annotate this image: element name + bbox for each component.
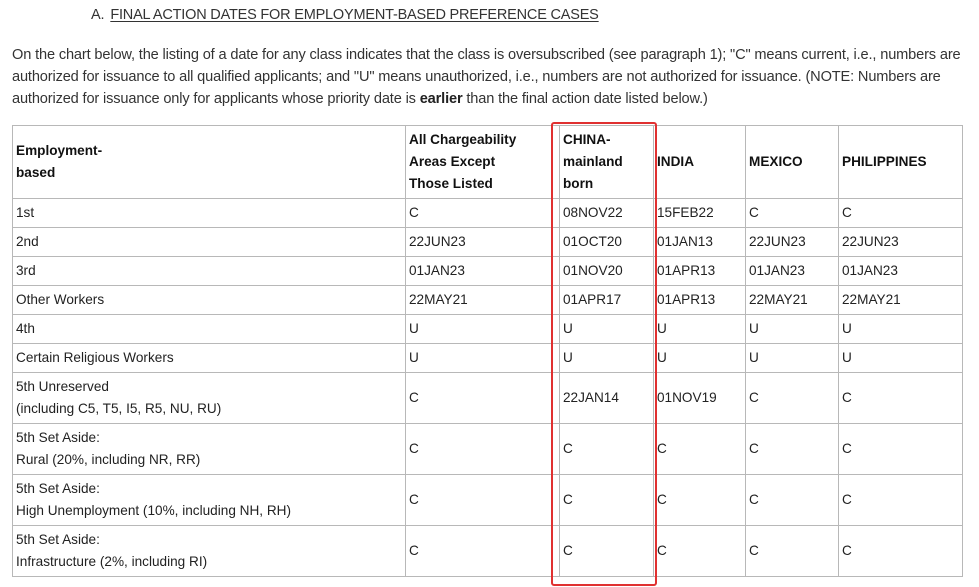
- section-title: FINAL ACTION DATES FOR EMPLOYMENT-BASED PREFERENCE CASES: [110, 7, 599, 23]
- cell-philippines: 22MAY21: [839, 286, 963, 315]
- category-line: Rural (20%, including NR, RR): [16, 452, 201, 467]
- cell-india: U: [654, 344, 746, 373]
- table-body: [13, 199, 963, 577]
- cell-india: 01APR13: [654, 257, 746, 286]
- header-all-chargeability: [406, 126, 560, 199]
- header-line: INDIA: [657, 154, 695, 169]
- cell-india: 01APR13: [654, 286, 746, 315]
- header-china-mainland: [560, 126, 654, 199]
- table-row: [13, 526, 963, 577]
- cell-category: [13, 257, 406, 286]
- cell-china-mainland: C: [560, 526, 654, 577]
- cell-all-chargeability: 22JUN23: [406, 228, 560, 257]
- section-heading: [91, 7, 599, 23]
- header-line: All Chargeability: [409, 132, 517, 147]
- cell-all-chargeability: U: [406, 315, 560, 344]
- header-line: Employment-: [16, 143, 103, 158]
- category-line: Other Workers: [16, 292, 105, 307]
- table-row: [13, 424, 963, 475]
- cell-all-chargeability: C: [406, 373, 560, 424]
- cell-india: 15FEB22: [654, 199, 746, 228]
- table-row: [13, 475, 963, 526]
- table-row: [13, 315, 963, 344]
- cell-category: [13, 315, 406, 344]
- cell-philippines: C: [839, 373, 963, 424]
- intro-text-before: On the chart below, the listing of a date for any class indicates that the class is oversubscribed (see paragraph 1); "C" means current, i.e., numbers are authorized for issuance to all qualified applicants; and "U" means unauthorized, i.e., numbers are not authorized for issuance. (NOTE: Numbers are authorized for issuance only for applicants whose priority date is: [12, 47, 961, 107]
- cell-china-mainland: 01NOV20: [560, 257, 654, 286]
- table-row: [13, 199, 963, 228]
- table-row: [13, 286, 963, 315]
- cell-all-chargeability: C: [406, 424, 560, 475]
- category-line: 5th Unreserved: [16, 379, 109, 394]
- header-line: CHINA-: [563, 132, 611, 147]
- cell-china-mainland: C: [560, 475, 654, 526]
- cell-china-mainland: 01APR17: [560, 286, 654, 315]
- cell-mexico: 22MAY21: [746, 286, 839, 315]
- header-india: [654, 126, 746, 199]
- cell-mexico: 01JAN23: [746, 257, 839, 286]
- category-line: Certain Religious Workers: [16, 350, 174, 365]
- header-line: born: [563, 176, 594, 191]
- cell-all-chargeability: 01JAN23: [406, 257, 560, 286]
- cell-philippines: C: [839, 526, 963, 577]
- table-row: [13, 228, 963, 257]
- category-line: High Unemployment (10%, including NH, RH): [16, 503, 292, 518]
- cell-mexico: C: [746, 199, 839, 228]
- cell-category: [13, 199, 406, 228]
- header-employment-based: [13, 126, 406, 199]
- cell-mexico: U: [746, 315, 839, 344]
- category-line: 5th Set Aside:: [16, 430, 100, 445]
- cell-china-mainland: 08NOV22: [560, 199, 654, 228]
- cell-mexico: C: [746, 424, 839, 475]
- cell-category: [13, 228, 406, 257]
- cell-philippines: C: [839, 475, 963, 526]
- header-line: PHILIPPINES: [842, 154, 927, 169]
- cell-category: [13, 424, 406, 475]
- intro-emphasis: earlier: [419, 91, 463, 107]
- cell-all-chargeability: 22MAY21: [406, 286, 560, 315]
- cell-china-mainland: 01OCT20: [560, 228, 654, 257]
- cell-philippines: 22JUN23: [839, 228, 963, 257]
- cell-india: 01JAN13: [654, 228, 746, 257]
- cell-mexico: 22JUN23: [746, 228, 839, 257]
- final-action-dates-table: [12, 125, 963, 577]
- cell-philippines: C: [839, 199, 963, 228]
- cell-china-mainland: U: [560, 315, 654, 344]
- header-line: MEXICO: [749, 154, 803, 169]
- cell-mexico: C: [746, 373, 839, 424]
- cell-category: [13, 475, 406, 526]
- intro-paragraph: [12, 44, 962, 110]
- intro-text-after: than the final action date listed below.): [462, 91, 708, 107]
- category-line: 2nd: [16, 234, 39, 249]
- cell-india: U: [654, 315, 746, 344]
- category-line: 5th Set Aside:: [16, 481, 100, 496]
- category-line: 3rd: [16, 263, 36, 278]
- cell-all-chargeability: C: [406, 475, 560, 526]
- category-line: 4th: [16, 321, 35, 336]
- cell-philippines: 01JAN23: [839, 257, 963, 286]
- table-row: [13, 257, 963, 286]
- cell-china-mainland: 22JAN14: [560, 373, 654, 424]
- header-line: Those Listed: [409, 176, 493, 191]
- cell-mexico: C: [746, 475, 839, 526]
- cell-all-chargeability: C: [406, 199, 560, 228]
- cell-all-chargeability: U: [406, 344, 560, 373]
- cell-philippines: U: [839, 344, 963, 373]
- cell-category: [13, 286, 406, 315]
- cell-india: C: [654, 424, 746, 475]
- table-row: [13, 373, 963, 424]
- cell-mexico: U: [746, 344, 839, 373]
- cell-category: [13, 344, 406, 373]
- table-row: [13, 344, 963, 373]
- cell-philippines: U: [839, 315, 963, 344]
- header-line: based: [16, 165, 56, 180]
- cell-category: [13, 526, 406, 577]
- cell-india: C: [654, 475, 746, 526]
- cell-mexico: C: [746, 526, 839, 577]
- category-line: 5th Set Aside:: [16, 532, 100, 547]
- cell-all-chargeability: C: [406, 526, 560, 577]
- cell-india: C: [654, 526, 746, 577]
- category-line: 1st: [16, 205, 35, 220]
- header-mexico: [746, 126, 839, 199]
- table-header-row: [13, 126, 963, 199]
- header-philippines: [839, 126, 963, 199]
- header-line: mainland: [563, 154, 623, 169]
- section-letter: A.: [91, 7, 105, 23]
- category-line: Infrastructure (2%, including RI): [16, 554, 208, 569]
- cell-india: 01NOV19: [654, 373, 746, 424]
- category-line: (including C5, T5, I5, R5, NU, RU): [16, 401, 222, 416]
- cell-philippines: C: [839, 424, 963, 475]
- header-line: Areas Except: [409, 154, 496, 169]
- cell-china-mainland: U: [560, 344, 654, 373]
- cell-china-mainland: C: [560, 424, 654, 475]
- cell-category: [13, 373, 406, 424]
